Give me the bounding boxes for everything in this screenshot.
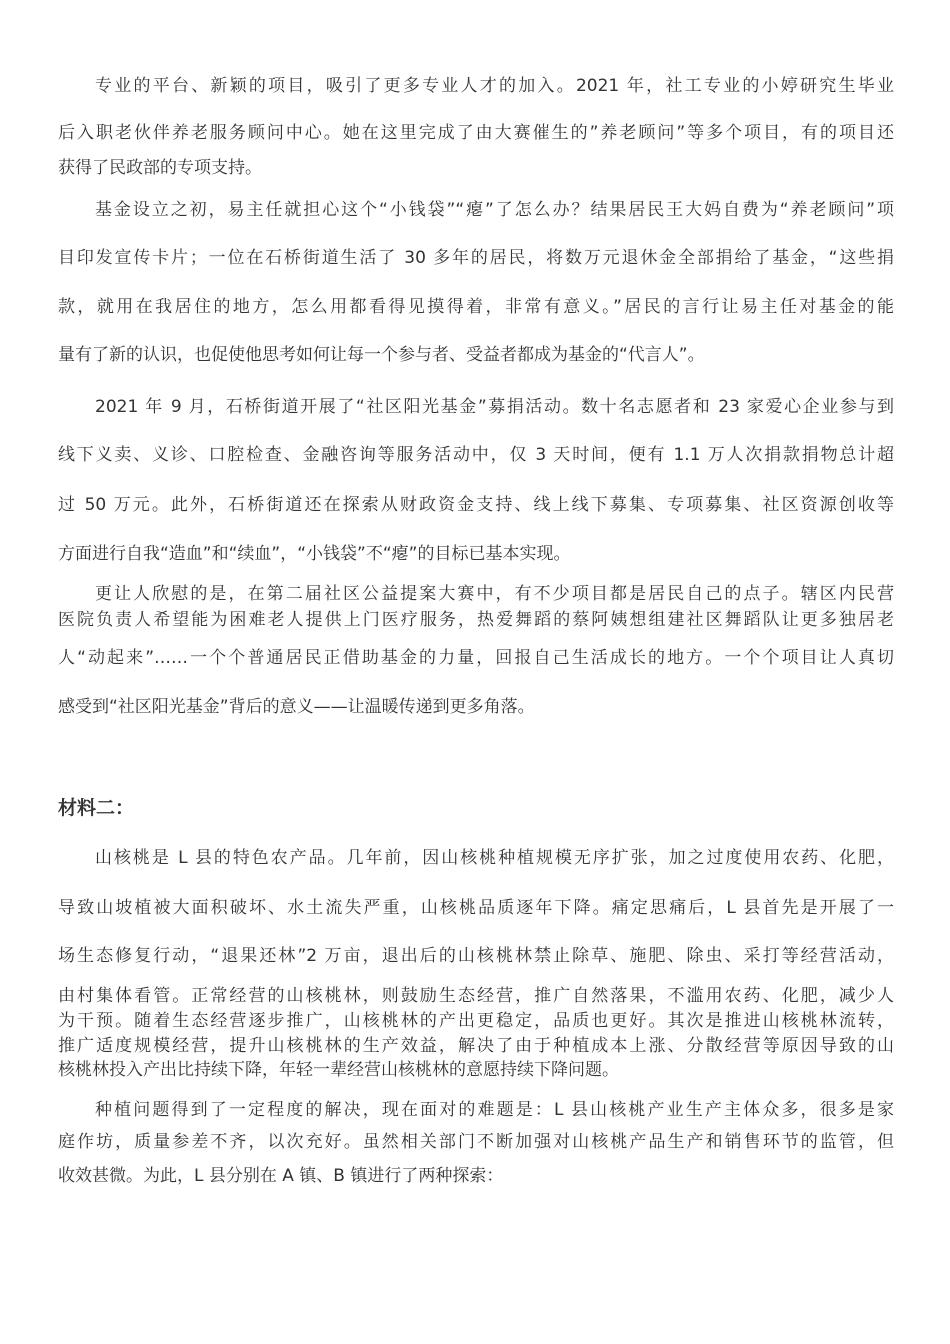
paragraph-2-line-4: 量有了新的认识，也促使他思考如何让每一个参与者、受益者都成为基金的“代言人”。 — [58, 345, 705, 365]
paragraph-2-line-3: 款，就用在我居住的地方，怎么用都看得见摸得着，非常有意义。”居民的言行让易主任对基金的能 — [58, 297, 894, 317]
material2-paragraph-1-line-7: 核桃林投入产出比持续下降，年轻一辈经营山核桃林的意愿持续下降问题。 — [58, 1060, 619, 1080]
paragraph-3-line-1: 2021 年 9 月，石桥街道开展了“社区阳光基金”募捐活动。数十名志愿者和 23 家爱心企业参与到 — [95, 397, 894, 417]
paragraph-4-line-3: 人“动起来”……一个个普通居民正借助基金的力量，回报自己生活成长的地方。一个个项目让人真切 — [58, 648, 894, 668]
paragraph-2-line-1: 基金设立之初，易主任就担心这个“小钱袋”“瘪”了怎么办？结果居民王大妈自费为“养老顾问”项 — [95, 200, 894, 220]
material2-paragraph-2-line-1: 种植问题得到了一定程度的解决，现在面对的难题是：L 县山核桃产业生产主体众多，很多是家 — [95, 1100, 894, 1120]
paragraph-2-line-2: 目印发宣传卡片；一位在石桥街道生活了 30 多年的居民，将数万元退休金全部捐给了基金，“这些捐 — [58, 248, 894, 268]
paragraph-1-line-1: 专业的平台、新颖的项目，吸引了更多专业人才的加入。2021 年，社工专业的小婷研究生毕业 — [95, 76, 894, 96]
material2-paragraph-1-line-5: 为干预。随着生态经营逐步推广，山核桃林的产出更稳定，品质也更好。其次是推进山核桃林流转， — [58, 1011, 894, 1031]
paragraph-4-line-2: 医院负责人希望能为困难老人提供上门医疗服务，热爱舞蹈的蔡阿姨想组建社区舞蹈队让更多独居老 — [58, 610, 894, 630]
paragraph-3-line-3: 过 50 万元。此外，石桥街道还在探索从财政资金支持、线上线下募集、专项募集、社区资源创收等 — [58, 495, 894, 515]
material2-paragraph-1-line-1: 山核桃是 L 县的特色农产品。几年前，因山核桃种植规模无序扩张，加之过度使用农药、化肥， — [95, 848, 894, 868]
material2-paragraph-1-line-2: 导致山坡植被大面积破坏、水土流失严重，山核桃品质逐年下降。痛定思痛后，L 县首先是开展了一 — [58, 898, 894, 918]
material2-paragraph-1-line-3: 场生态修复行动，“退果还林”2 万亩，退出后的山核桃林禁止除草、施肥、除虫、采打等经营活动， — [58, 946, 894, 966]
paragraph-1-line-3: 获得了民政部的专项支持。 — [58, 158, 262, 178]
paragraph-1-line-2: 后入职老伙伴养老服务顾问中心。她在这里完成了由大赛催生的”养老顾问”等多个项目，有的项目还 — [58, 123, 894, 143]
paragraph-3-line-4: 方面进行自我“造血”和“续血”，“小钱袋”不“瘪”的目标已基本实现。 — [58, 544, 571, 564]
paragraph-3-line-2: 线下义卖、义诊、口腔检查、金融咨询等服务活动中，仅 3 天时间，便有 1.1 万人次捐款捐物总计超 — [58, 445, 894, 465]
material2-paragraph-2-line-2: 庭作坊，质量参差不齐，以次充好。虽然相关部门不断加强对山核桃产品生产和销售环节的监管，但 — [58, 1132, 894, 1152]
material2-paragraph-2-line-3: 收效甚微。为此，L 县分别在 A 镇、B 镇进行了两种探索： — [58, 1166, 504, 1186]
paragraph-4-line-4: 感受到“社区阳光基金”背后的意义——让温暖传递到更多角落。 — [58, 697, 535, 717]
material2-paragraph-1-line-4: 由村集体看管。正常经营的山核桃林，则鼓励生态经营，推广自然落果，不滥用农药、化肥，减少人 — [58, 986, 894, 1006]
material2-paragraph-1-line-6: 推广适度规模经营，提升山核桃林的生产效益，解决了由于种植成本上涨、分散经营等原因导致的山 — [58, 1036, 894, 1056]
section-heading: 材料二： — [58, 797, 135, 819]
paragraph-4-line-1: 更让人欣慰的是，在第二届社区公益提案大赛中，有不少项目都是居民自己的点子。辖区内民营 — [95, 584, 894, 604]
